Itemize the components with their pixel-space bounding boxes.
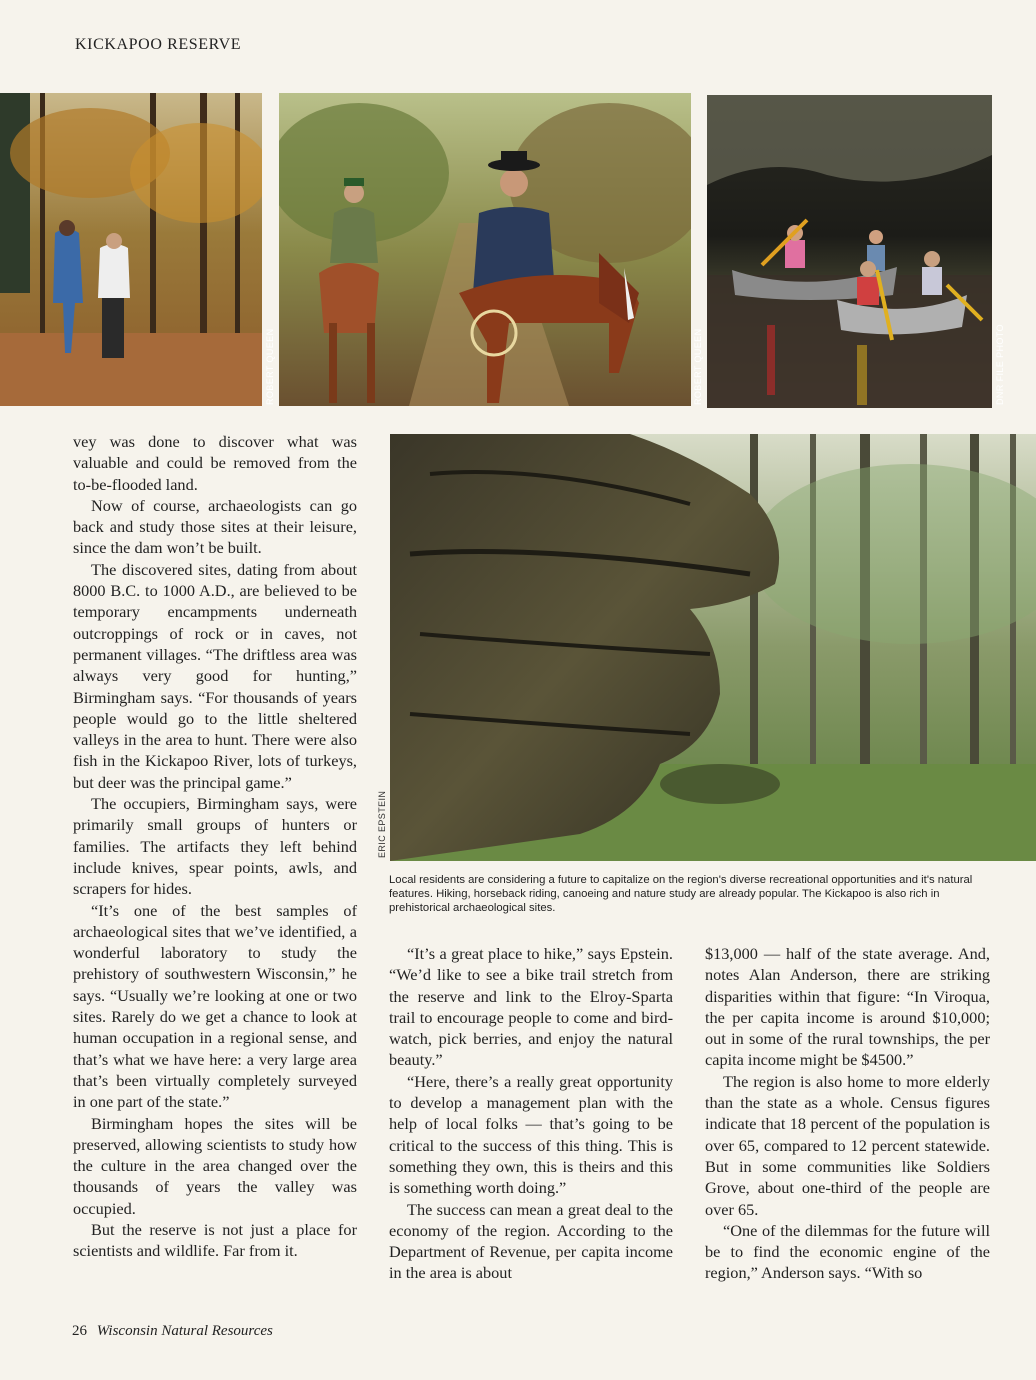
photo-credit: ROBERT QUEEN xyxy=(265,328,275,405)
photo-credit: ROBERT QUEEN xyxy=(693,328,703,405)
text-column-3 xyxy=(705,943,990,1284)
text-column-2 xyxy=(389,943,673,1284)
paragraph: The success can mean a great deal to the economy of the region. According to the Department of Revenue, per capita income in the area is about xyxy=(389,1199,673,1283)
publication-title: Wisconsin Natural Resources xyxy=(96,1323,273,1339)
paragraph: But the reserve is not just a place for scientists and wildlife. Far from it. xyxy=(73,1219,357,1261)
section-header: KICKAPOO RESERVE xyxy=(75,36,242,53)
paragraph: “Here, there’s a really great opportunity to develop a management plan with the help of local folks — that’s going to be critical to the success of this thing. This is something they own, this is theirs and this is something worth doing.” xyxy=(389,1071,673,1198)
paragraph: Now of course, archaeologists can go back and study those sites at their leisure, since the dam won’t be built. xyxy=(73,495,357,558)
horseback-photo xyxy=(279,93,691,406)
page-number: 26 xyxy=(72,1323,87,1339)
paragraph: “It’s a great place to hike,” says Epstein. “We’d like to see a bike trail stretch from the reserve and link to the Elroy-Sparta trail to encourage people to come and bird-watch, pick berries, and enjoy the natural beauty.” xyxy=(389,944,673,1070)
paragraph: “One of the dilemmas for the future will be to find the economic engine of the region,” Anderson says. “With so xyxy=(705,1220,990,1283)
paragraph: Birmingham hopes the sites will be preserved, allowing scientists to study how the culture in the area changed over the thousands of years the valley was occupied. xyxy=(73,1113,357,1218)
hikers-photo xyxy=(0,93,262,406)
canoe-photo xyxy=(707,95,992,408)
photo-caption: Local residents are considering a future to capitalize on the region's diverse recreational opportunities and it's natural features. Hiking, horseback riding, canoeing and nature study are already popular. The Kickapoo is also rich in prehistorical archaeological sites. xyxy=(389,874,973,914)
paragraph: The region is also home to more elderly than the state as a whole. Census figures indicate that 18 percent of the population is over 65, compared to 12 percent statewide. But in some communities like Soldiers Grove, about one-third of the people are over 65. xyxy=(705,1071,990,1219)
paragraph: “It’s one of the best samples of archaeological sites that we’ve identified, a wonderful laboratory to study the prehistory of southwestern Wisconsin,” he says. “Usually we’re looking at one or two sites. Rarely do we get a chance to look at human occupation in a regional sense, and that’s what we have here: a very large area that’s been virtually completely surveyed in one part of the state.” xyxy=(73,900,357,1112)
paragraph: vey was done to discover what was valuable and could be removed from the to-be-flooded land. xyxy=(73,432,357,494)
rock-outcrop-photo xyxy=(390,434,1036,861)
text-column-1 xyxy=(73,431,357,1262)
paragraph: The occupiers, Birmingham says, were primarily small groups of hunters or families. The artifacts they left behind include knives, spear points, awls, and scrapers for hides. xyxy=(73,794,357,899)
paragraph: $13,000 — half of the state average. And, notes Alan Anderson, there are striking disparities within that figure: “In Viroqua, the per capita income is around $10,000; out in some of the rural townships, the per capita income might be $4500.” xyxy=(705,944,990,1070)
paragraph: The discovered sites, dating from about 8000 B.C. to 1000 A.D., are believed to be temporary encampments underneath outcroppings of rock or in caves, not permanent villages. “The driftless area was always very good for hunting,” Birmingham says. “For thousands of years people would go to the little sheltered valleys in the area to hunt. There were also fish in the Kickapoo River, lots of turkeys, but deer was the principal game.” xyxy=(73,559,357,792)
photo-credit: ERIC EPSTEIN xyxy=(377,790,387,858)
photo-credit: DNR FILE PHOTO xyxy=(995,324,1005,405)
page-footer xyxy=(72,1323,273,1340)
